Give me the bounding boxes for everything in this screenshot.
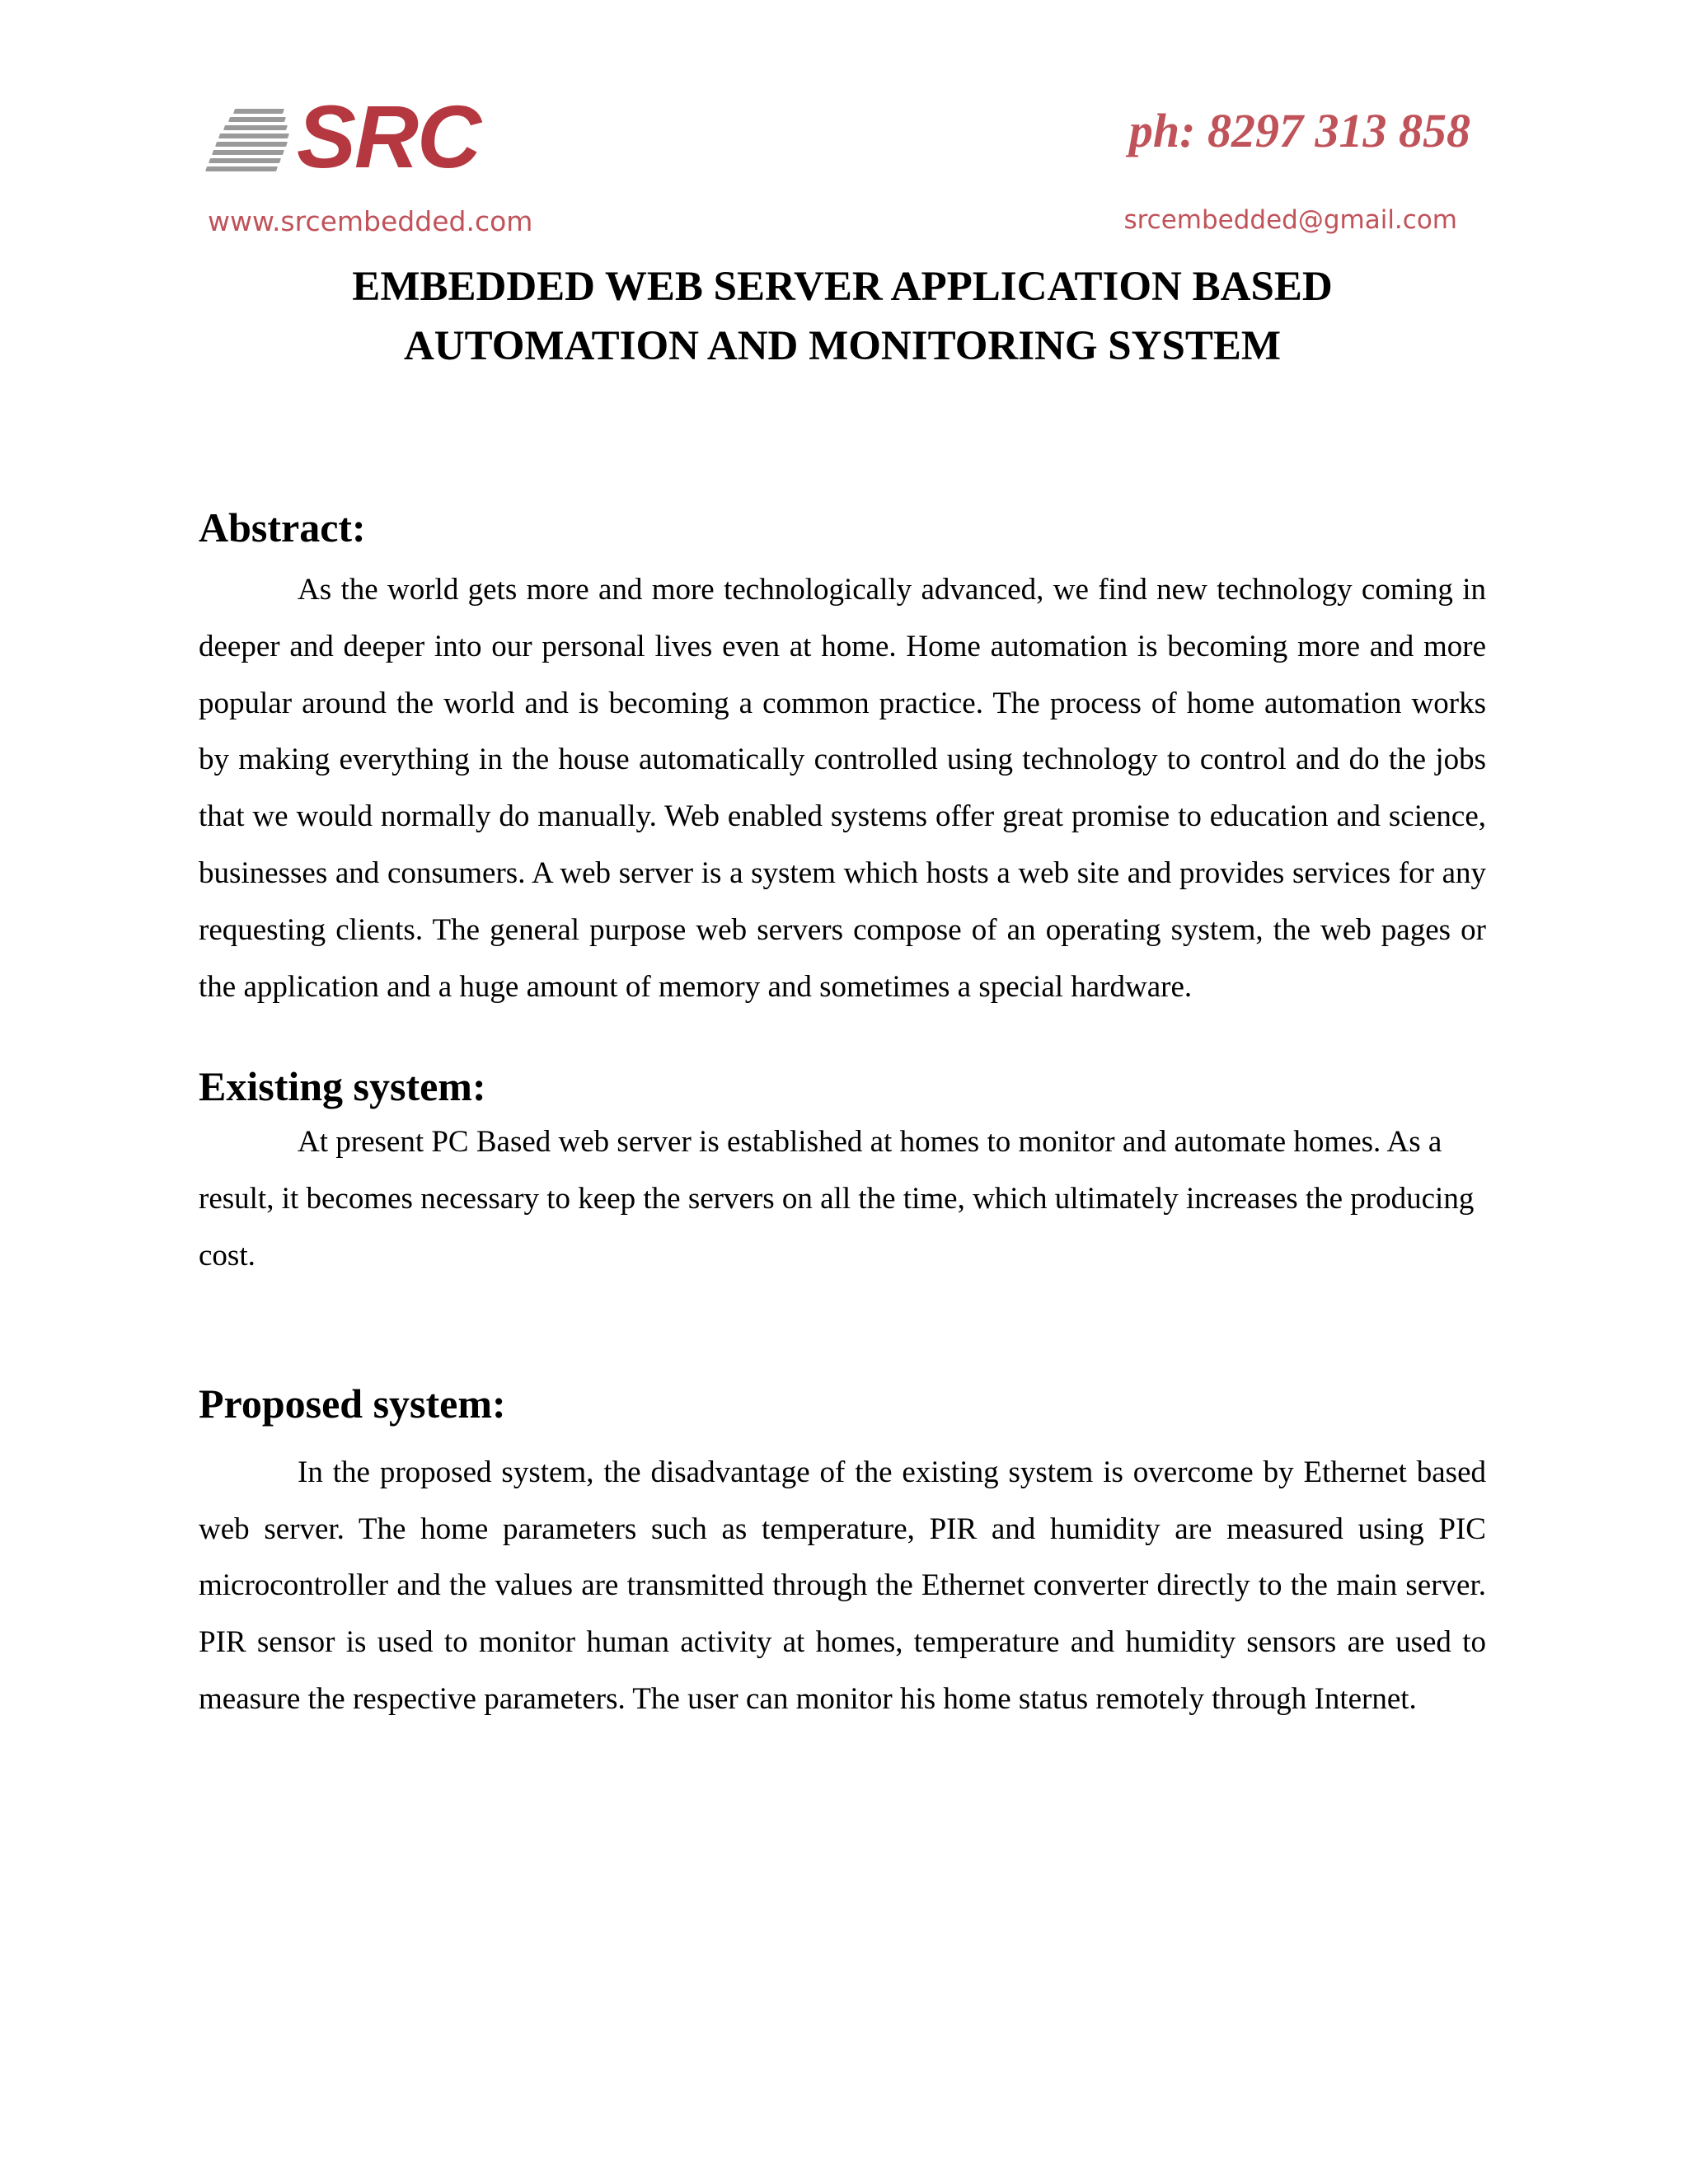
letterhead [0, 0, 1688, 247]
section-body-abstract: As the world gets more and more technologically advanced, we find new technology coming in deeper and deeper into our personal lives even at home. Home automation is becoming more and more popular around the world and is becoming a common practice. The process of home automation works by making everything in the house automatically controlled using technology to control and do the jobs that we would normally do manually. Web enabled systems offer great promise to education and science, businesses and consumers. A web server is a system which hosts a web site and provides services for any requesting clients. The general purpose web servers compose of an operating system, the web pages or the application and a huge amount of memory and sometimes a special hardware. [199, 573, 1486, 1004]
section-body-proposed-system: In the proposed system, the disadvantage of the existing system is overcome by Ethernet based web server. The home parameters such as temperature, PIR and humidity are measured using PIC microcontroller and the values are transmitted through the Ethernet converter directly to the main server. PIR sensor is used to monitor human activity at homes, temperature and humidity sensors are used to measure the respective parameters. The user can monitor his home status remotely through Internet. [199, 1455, 1486, 1716]
section-existing-system [199, 1058, 1486, 1284]
document-body [199, 257, 1486, 1728]
logo-text: SRC [297, 87, 481, 186]
website-link[interactable]: www.srcembedded.com [208, 205, 533, 237]
title-line-1: EMBEDDED WEB SERVER APPLICATION BASED [352, 264, 1333, 310]
section-heading-existing-system: Existing system: [199, 1063, 486, 1110]
src-logo [206, 87, 481, 186]
section-heading-proposed-system: Proposed system: [199, 1380, 506, 1427]
logo-stripes-icon [206, 109, 303, 171]
email-link[interactable]: srcembedded@gmail.com [1123, 205, 1457, 235]
document-title [199, 257, 1486, 376]
section-abstract [199, 499, 1486, 1015]
section-body-existing-system: At present PC Based web server is established at homes to monitor and automate homes. As a result, it becomes necessary to keep the servers on all the time, which ultimately increases the producing cost. [199, 1125, 1475, 1272]
section-proposed-system [199, 1376, 1486, 1728]
phone-number: ph: 8297 313 858 [1128, 104, 1470, 157]
section-heading-abstract: Abstract: [199, 504, 366, 551]
title-line-2: AUTOMATION AND MONITORING SYSTEM [403, 323, 1282, 369]
